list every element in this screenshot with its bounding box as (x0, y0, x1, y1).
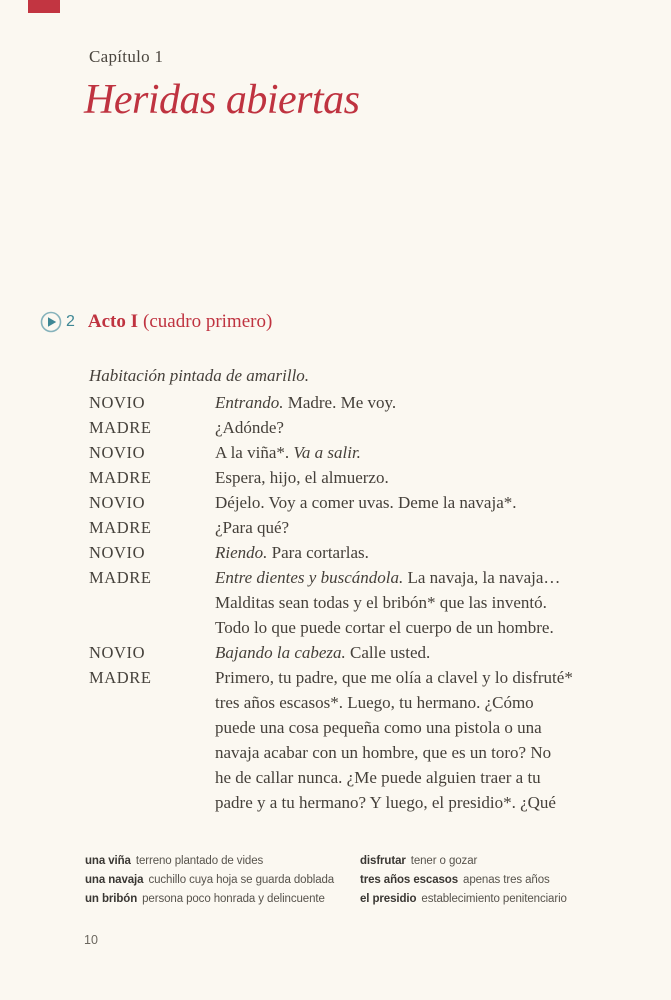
speech-line: Malditas sean todas y el bribón* que las inventó. (215, 593, 547, 612)
chapter-title: Heridas abiertas (84, 77, 360, 123)
speech-line: Riendo. Para cortarlas. (215, 543, 369, 562)
stage-direction: Habitación pintada de amarillo. (89, 366, 310, 385)
footnote-entry (85, 871, 360, 890)
chapter-label: Capítulo 1 (89, 47, 164, 66)
footnote-term: tres años escasos (360, 874, 459, 886)
speech-line: A la viña*. Va a salir. (215, 443, 361, 462)
footnote-entry (85, 852, 360, 871)
footnote-entry (360, 890, 567, 909)
footnotes (85, 852, 625, 909)
footnote-definition: terreno plantado de vides (135, 855, 264, 867)
speech-text (215, 565, 629, 640)
dialogue-entry (89, 490, 629, 515)
footnote-definition: establecimiento penitenciario (421, 893, 567, 905)
footnote-definition: tener o gozar (410, 855, 478, 867)
footnote-term: una navaja (85, 874, 144, 886)
act-title-bold: Acto I (87, 311, 139, 332)
speech-text (215, 540, 629, 565)
dialogue-entry (89, 465, 629, 490)
act-heading (40, 311, 272, 333)
footnote-entry (360, 852, 567, 871)
speech-line: Primero, tu padre, que me olía a clavel y lo disfruté* (215, 668, 573, 687)
speech-line: ¿Adónde? (215, 418, 284, 437)
speech-text (215, 390, 629, 415)
audio-track-number: 2 (66, 313, 75, 330)
footnotes-right-column (360, 852, 567, 909)
footnote-definition: cuchillo cuya hoja se guarda doblada (148, 874, 335, 886)
speech-line: ¿Para qué? (215, 518, 290, 537)
footnote-term: el presidio (360, 893, 417, 905)
act-title (88, 311, 272, 333)
speech-text (215, 665, 629, 815)
dialogue-block (89, 390, 629, 815)
footnotes-left-column (85, 852, 360, 909)
footnote-definition: persona poco honrada y delincuente (142, 893, 325, 905)
footnote-entry (360, 871, 567, 890)
speaker-label: MADRE (89, 668, 152, 687)
dialogue-entry (89, 440, 629, 465)
dialogue-entry (89, 415, 629, 440)
dialogue-entry (89, 640, 629, 665)
page-number: 10 (84, 933, 98, 947)
speech-line: navaja acabar con un hombre, que es un toro? No (215, 743, 552, 762)
speaker-label: MADRE (89, 568, 152, 587)
speech-line: puede una cosa pequeña como una pistola o una (215, 718, 542, 737)
speaker-label: NOVIO (89, 443, 146, 462)
speech-text (215, 640, 629, 665)
speech-text (215, 440, 629, 465)
speech-line: Entrando. Madre. Me voy. (215, 393, 397, 412)
footnote-term: un bribón (85, 893, 138, 905)
dialogue-entry (89, 540, 629, 565)
speech-text (215, 515, 629, 540)
speaker-label: MADRE (89, 518, 152, 537)
speech-line: Entre dientes y buscándola. La navaja, la navaja… (215, 568, 561, 587)
speech-text (215, 490, 629, 515)
dialogue-entry (89, 515, 629, 540)
dialogue-entry (89, 565, 629, 640)
speaker-label: NOVIO (89, 393, 146, 412)
audio-play-icon[interactable] (40, 311, 62, 333)
speaker-label: NOVIO (89, 643, 146, 662)
speech-text (215, 415, 629, 440)
speech-line: Todo lo que puede cortar el cuerpo de un hombre. (215, 618, 554, 637)
footnote-term: disfrutar (360, 855, 406, 867)
footnote-term: una viña (85, 855, 131, 867)
act-subtitle: (cuadro primero) (143, 311, 273, 332)
speaker-label: NOVIO (89, 543, 146, 562)
speaker-label: MADRE (89, 418, 152, 437)
speech-line: Espera, hijo, el almuerzo. (215, 468, 389, 487)
footnote-definition: apenas tres años (463, 874, 550, 886)
speech-text (215, 465, 629, 490)
dialogue-entry (89, 390, 629, 415)
speaker-label: MADRE (89, 468, 152, 487)
speech-line: padre y a tu hermano? Y luego, el presidio*. ¿Qué (215, 793, 556, 812)
speech-line: he de callar nunca. ¿Me puede alguien traer a tu (215, 768, 541, 787)
speech-line: Déjelo. Voy a comer uvas. Deme la navaja*. (215, 493, 517, 512)
chapter-color-tab (28, 0, 60, 13)
speech-line: tres años escasos*. Luego, tu hermano. ¿Cómo (215, 693, 534, 712)
speech-line: Bajando la cabeza. Calle usted. (215, 643, 431, 662)
dialogue-entry (89, 665, 629, 815)
footnote-entry (85, 890, 360, 909)
speaker-label: NOVIO (89, 493, 146, 512)
